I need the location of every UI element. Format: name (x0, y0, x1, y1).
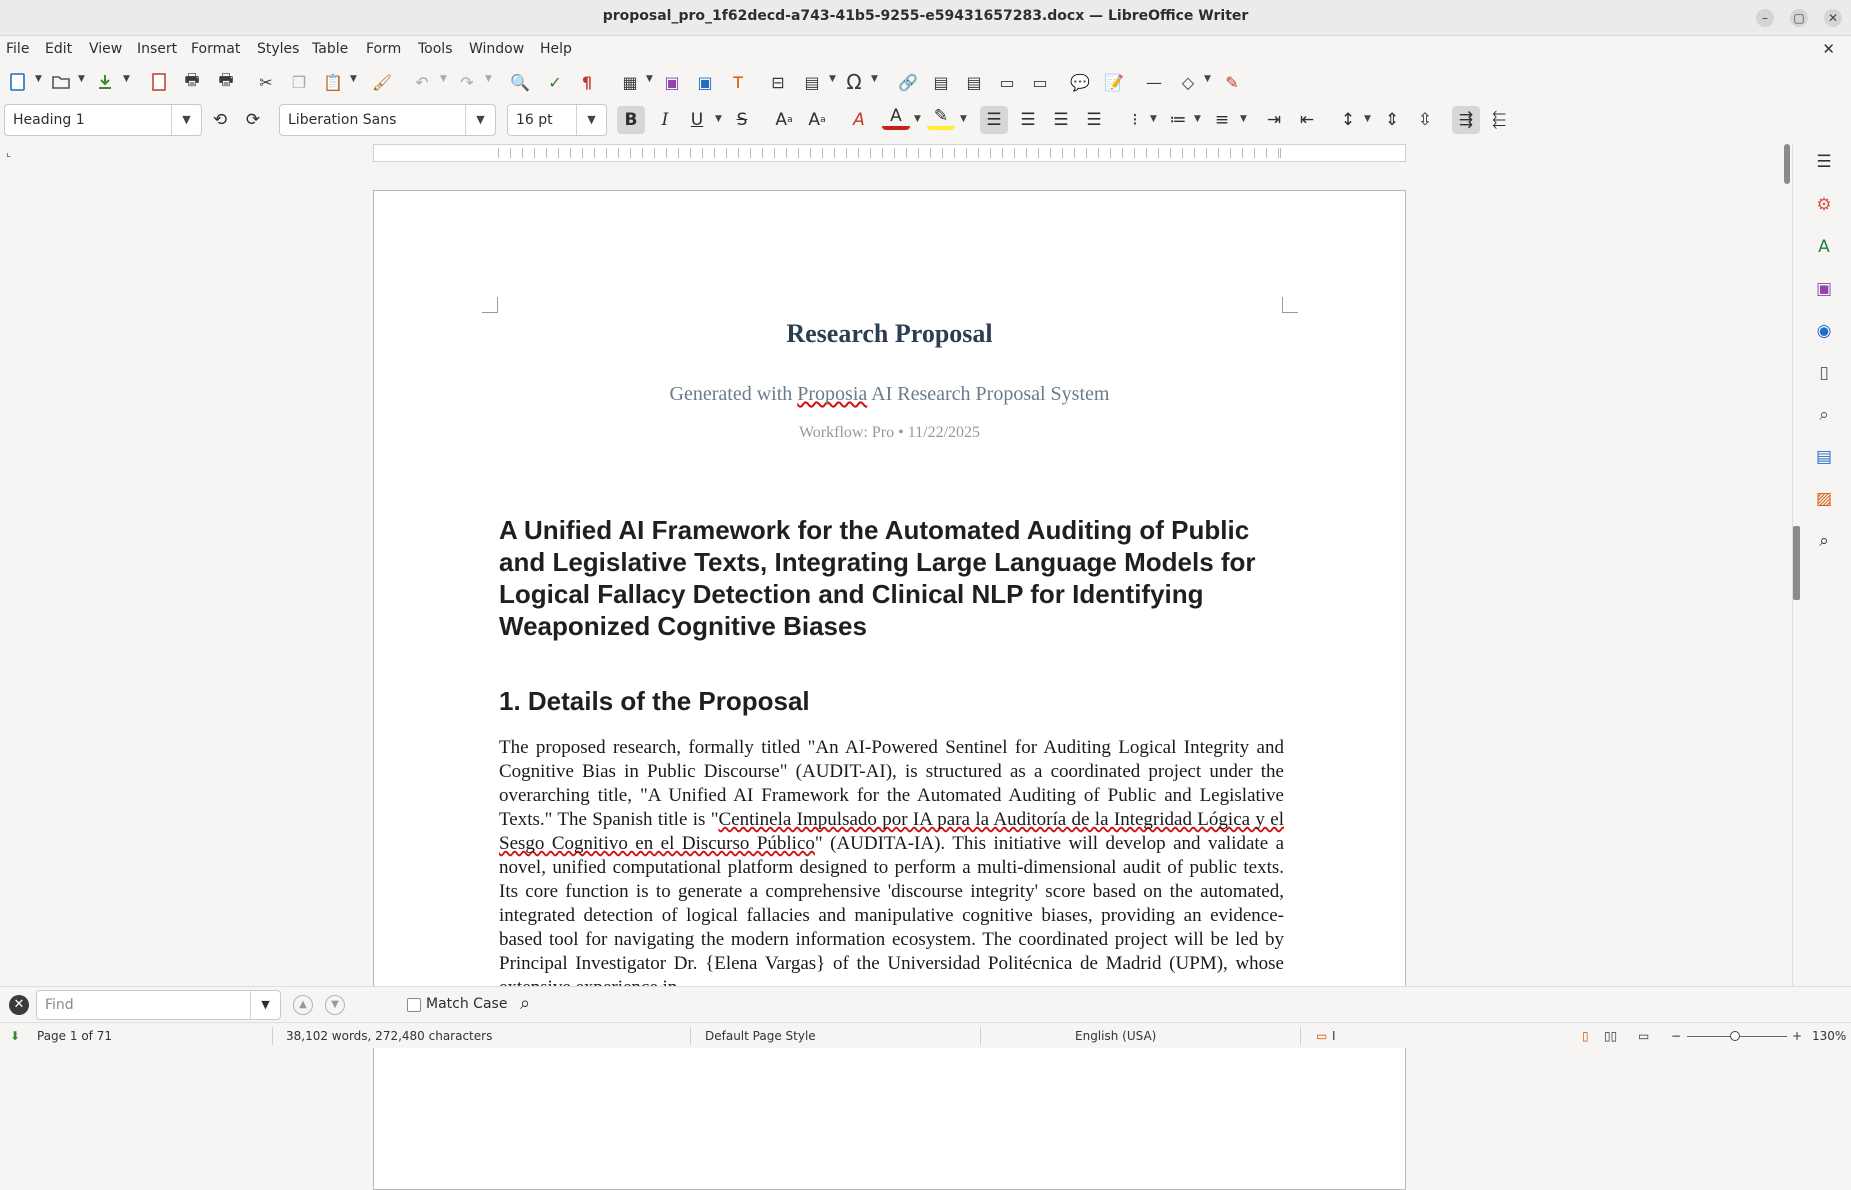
zoom-slider-knob[interactable] (1730, 1031, 1740, 1041)
page-style[interactable]: Default Page Style (705, 1029, 816, 1043)
ltr-text-icon[interactable]: ⇶ (1452, 106, 1480, 134)
horizontal-ruler[interactable] (373, 144, 1406, 162)
body-paragraph (499, 736, 1284, 1000)
chevron-down-icon[interactable]: ▼ (78, 74, 85, 84)
manage-changes-icon[interactable]: ▤ (1815, 447, 1833, 467)
chevron-down-icon[interactable]: ▼ (465, 105, 495, 135)
document-subtitle (374, 383, 1405, 406)
font-size-value: 16 pt (516, 112, 553, 128)
chevron-down-icon[interactable]: ▼ (914, 114, 921, 124)
style-inspector-icon[interactable]: ⌕ (1819, 405, 1829, 425)
page-icon[interactable]: ▯ (1819, 363, 1829, 383)
bookmark-icon[interactable]: ▭ (999, 72, 1015, 92)
font-size-combo[interactable] (507, 104, 607, 136)
undo-icon[interactable]: ↶ (415, 72, 429, 92)
menu-file[interactable]: File (6, 41, 30, 57)
multi-page-view-icon[interactable]: ▯▯ (1604, 1029, 1618, 1043)
spelling-icon[interactable]: ✓ (548, 72, 562, 92)
font-name-combo[interactable] (279, 104, 496, 136)
paragraph-style-value: Heading 1 (13, 112, 85, 128)
insert-textbox-icon[interactable]: T (733, 72, 743, 92)
ruler-scale (498, 148, 1281, 158)
separator (690, 1027, 691, 1045)
chevron-down-icon[interactable]: ▼ (485, 74, 492, 84)
zoom-in-icon[interactable]: + (1792, 1029, 1803, 1043)
sidebar-deck (1792, 144, 1851, 986)
sidebar-collapse-handle[interactable] (1793, 526, 1800, 600)
menu-bar (0, 36, 1851, 64)
separator (272, 1027, 273, 1045)
chevron-down-icon[interactable]: ▼ (250, 991, 280, 1019)
font-name-value: Liberation Sans (288, 112, 397, 128)
clone-formatting-icon[interactable]: 🖌 (371, 72, 393, 92)
formatting-toolbar (0, 102, 1851, 138)
subtitle-suffix: AI Research Proposal System (867, 383, 1110, 405)
find-replace-options-icon[interactable]: ⌕ (520, 993, 531, 1014)
navigator-icon[interactable]: ◉ (1816, 321, 1832, 341)
paragraph-text-continued: " (AUDITA-IA). This initiative will develop and validate a novel, unified computational platform designed to perform a multi-dimensional audit of public texts. Its core function is to generate a comprehensive 'discourse integrity' score based on the automated, integrated detection of logical fallacies and manipulative cognitive biases, providing an evidence-based tool for navigating the modern information ecosystem. The coordinated project will be led by Principal Investigator Dr. {Elena Vargas} of the Universidad Politécnica de Madrid (UPM), whose (499, 833, 1285, 974)
strikethrough-button[interactable]: S (736, 110, 748, 130)
document-canvas[interactable] (0, 164, 1792, 986)
unordered-list-icon[interactable]: ⁝ (1132, 110, 1138, 130)
sidebar-menu-icon[interactable]: ☰ (1816, 152, 1832, 172)
print-preview-icon[interactable]: 🖶 (218, 69, 234, 89)
superscript-icon[interactable]: A a (775, 110, 793, 130)
window-title: proposal_pro_1f62decd-a743-41b5-9255-e59431657283.docx — LibreOffice Writer (602, 8, 1249, 24)
styles-icon[interactable]: A (1818, 237, 1830, 257)
outline-list-icon[interactable]: ≡ (1214, 110, 1230, 130)
chevron-down-icon[interactable]: ▼ (1150, 114, 1157, 124)
find-sidebar-icon[interactable]: ⌕ (1819, 531, 1829, 551)
new-document-icon[interactable] (6, 70, 30, 94)
menu-format[interactable]: Format (191, 41, 241, 57)
ordered-list-icon[interactable]: ≔ (1169, 110, 1187, 130)
chevron-down-icon[interactable]: ▼ (829, 74, 836, 84)
chevron-down-icon[interactable]: ▼ (715, 114, 722, 124)
bold-button[interactable]: B (617, 106, 645, 134)
open-folder-icon[interactable] (49, 70, 73, 94)
status-bar (0, 1022, 1851, 1048)
find-toolbar (0, 986, 1851, 1022)
chevron-down-icon[interactable]: ▼ (171, 105, 201, 135)
paragraph-text: The proposed research, formally titled "An AI-Powered Sentinel for Auditing Logical Integrity and Cognitive Bias in Public Discourse" (AUDIT-AI), is structured as a coordinated project under the overarching title, "A Unified AI Framework for the Automated Auditing of Public and Legislative Texts." The Spanish title is " (499, 737, 1284, 830)
copy-icon[interactable]: ❐ (291, 72, 307, 92)
properties-icon[interactable]: ⚙ (1816, 195, 1832, 215)
redo-icon[interactable]: ↷ (460, 72, 474, 92)
insert-image-icon[interactable]: ▣ (664, 72, 680, 92)
paste-icon[interactable]: 📋 (323, 72, 343, 92)
formatting-marks-icon[interactable]: ¶ (581, 72, 593, 92)
special-character-icon[interactable]: Ω (846, 70, 862, 94)
italic-button[interactable]: I (661, 110, 669, 130)
chevron-down-icon[interactable]: ▼ (35, 74, 42, 84)
line-spacing-icon[interactable]: ↕ (1340, 110, 1356, 130)
separator (1300, 1027, 1301, 1045)
paragraph-style-combo[interactable] (4, 104, 202, 136)
menu-edit[interactable]: Edit (45, 41, 73, 57)
standard-toolbar (0, 64, 1851, 100)
new-style-icon[interactable]: ⟳ (245, 110, 261, 130)
menu-table[interactable]: Table (312, 41, 349, 57)
book-view-icon[interactable]: ▭ (1638, 1029, 1650, 1043)
chevron-down-icon[interactable]: ▼ (960, 114, 967, 124)
margin-corner-mark (482, 297, 498, 313)
save-status-icon: ⬇ (10, 1029, 21, 1043)
chevron-down-icon[interactable]: ▼ (350, 74, 357, 84)
language[interactable]: English (USA) (1075, 1029, 1157, 1043)
vertical-scrollbar[interactable] (1783, 144, 1791, 986)
paragraph-spacing-decrease-icon[interactable]: ⇳ (1417, 110, 1433, 130)
draw-function-icon[interactable]: ✎ (1225, 72, 1239, 92)
menu-styles[interactable]: Styles (257, 41, 300, 57)
justify-icon[interactable]: ☰ (1086, 110, 1102, 130)
clear-formatting-icon[interactable]: A (853, 110, 865, 130)
menu-tools[interactable]: Tools (418, 41, 453, 57)
menu-help[interactable]: Help (540, 41, 572, 57)
find-placeholder: Find (45, 997, 74, 1013)
minimize-button[interactable]: – (1756, 9, 1774, 27)
cut-icon[interactable]: ✂ (259, 72, 273, 92)
close-window-button[interactable]: ✕ (1824, 9, 1842, 27)
decrease-indent-icon[interactable]: ⇤ (1299, 110, 1315, 130)
chevron-down-icon[interactable]: ▼ (576, 105, 606, 135)
maximize-button[interactable]: ▢ (1790, 9, 1808, 27)
chevron-down-icon[interactable]: ▼ (440, 74, 447, 84)
paragraph-spacing-increase-icon[interactable]: ⇕ (1384, 110, 1400, 130)
chevron-down-icon[interactable]: ▼ (646, 74, 653, 84)
chevron-down-icon[interactable]: ▼ (1204, 74, 1211, 84)
print-icon[interactable]: 🖶 (184, 69, 200, 89)
insert-field-icon[interactable]: ▤ (804, 72, 820, 92)
tab-stop-selector-icon[interactable]: ⌞ (6, 146, 12, 159)
menu-form[interactable]: Form (366, 41, 402, 57)
chevron-down-icon[interactable]: ▼ (871, 74, 878, 84)
match-case-label: Match Case (426, 996, 508, 1012)
zoom-out-icon[interactable]: − (1671, 1029, 1682, 1043)
subtitle-prefix: Generated with (669, 383, 798, 405)
close-document-icon[interactable]: ✕ (1822, 40, 1835, 58)
highlight-color-icon[interactable]: ✎ (927, 106, 955, 130)
page-number[interactable]: Page 1 of 71 (37, 1029, 112, 1043)
gallery-icon[interactable]: ▣ (1815, 279, 1833, 299)
menu-view[interactable]: View (89, 41, 123, 57)
update-style-icon[interactable]: ⟲ (212, 110, 228, 130)
comment-icon[interactable]: 💬 (1070, 72, 1090, 92)
find-replace-icon[interactable]: 🔍 (510, 72, 530, 92)
insert-table-icon[interactable]: ▦ (622, 72, 638, 92)
cross-reference-icon[interactable]: ▭ (1032, 72, 1048, 92)
align-left-icon[interactable]: ☰ (980, 106, 1008, 134)
rtl-text-icon[interactable]: ⬱ (1492, 110, 1506, 130)
selection-mode-icon[interactable]: I (1332, 1029, 1336, 1043)
align-center-icon[interactable]: ☰ (1020, 110, 1036, 130)
chevron-down-icon[interactable]: ▼ (1364, 114, 1371, 124)
document-meta: Workflow: Pro • 11/22/2025 (798, 424, 981, 441)
close-find-icon[interactable]: ✕ (9, 995, 29, 1015)
heading-1: A Unified AI Framework for the Automated Auditing of Public and Legislative Texts, Integrating Large Language Models for Logical Fallacy Detection and Clinical NLP for Identifying Weaponized Cognitive Biases (499, 515, 1256, 641)
scrollbar-thumb[interactable] (1784, 144, 1790, 184)
insert-mode-icon[interactable]: ▭ (1316, 1029, 1328, 1043)
heading-2: 1. Details of the Proposal (499, 686, 810, 716)
footnote-icon[interactable]: ▤ (933, 72, 949, 92)
increase-indent-icon[interactable]: ⇥ (1266, 110, 1282, 130)
margin-corner-mark (1282, 297, 1298, 313)
basic-shapes-icon[interactable]: ◇ (1181, 72, 1195, 92)
font-color-icon[interactable]: A (882, 106, 910, 130)
find-previous-icon[interactable]: ▲ (293, 995, 313, 1015)
hyperlink-icon[interactable]: 🔗 (898, 72, 918, 92)
zoom-level[interactable]: 130% (1812, 1029, 1847, 1043)
endnote-icon[interactable]: ▤ (966, 72, 982, 92)
line-icon[interactable]: — (1146, 72, 1162, 92)
word-count[interactable]: 38,102 words, 272,480 characters (286, 1029, 493, 1043)
document-title: Research Proposal (786, 319, 993, 348)
subscript-icon[interactable]: A a (808, 110, 826, 130)
subtitle-brand: Proposia (797, 383, 868, 405)
export-pdf-icon[interactable] (147, 70, 171, 94)
paragraph-spanish-title: Centinela Impulsado por IA para la Auditoría de la Integridad Lógica y el Sesgo Cognitivo en el Discurso Público (499, 809, 1284, 854)
menu-insert[interactable]: Insert (137, 41, 178, 57)
find-input[interactable] (36, 990, 281, 1020)
find-next-icon[interactable]: ▼ (325, 995, 345, 1015)
separator (980, 1027, 981, 1045)
menu-window[interactable]: Window (469, 41, 525, 57)
chevron-down-icon[interactable]: ▼ (1240, 114, 1247, 124)
design-icon[interactable]: ▨ (1815, 489, 1833, 509)
page-break-icon[interactable]: ⊟ (771, 72, 785, 92)
chevron-down-icon[interactable]: ▼ (123, 74, 130, 84)
chevron-down-icon[interactable]: ▼ (1194, 114, 1201, 124)
align-right-icon[interactable]: ☰ (1053, 110, 1069, 130)
single-page-view-icon[interactable]: ▯ (1582, 1029, 1589, 1043)
underline-button[interactable]: U (690, 110, 704, 130)
insert-chart-icon[interactable]: ▣ (697, 72, 713, 92)
window-titlebar (0, 0, 1851, 36)
track-changes-icon[interactable]: 📝 (1104, 72, 1124, 92)
match-case-checkbox[interactable] (407, 998, 421, 1012)
save-icon[interactable] (93, 70, 117, 94)
